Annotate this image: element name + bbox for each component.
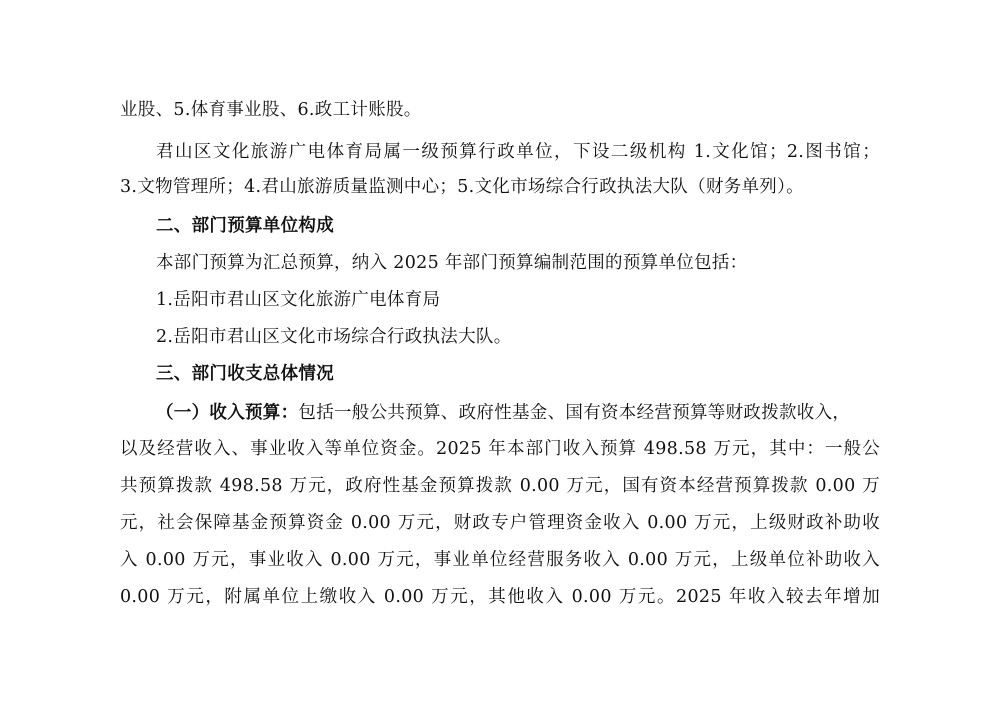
list-item: 2.岳阳市君山区文化市场综合行政执法大队。: [156, 327, 512, 347]
paragraph-line: 3.文物管理所；4.君山旅游质量监测中心；5.文化市场综合行政执法大队（财务单列）。: [120, 177, 804, 197]
section-heading-income-expenditure: 三、部门收支总体情况: [156, 364, 334, 384]
paragraph-line: 以及经营收入、事业收入等单位资金。2025 年本部门收入预算 498.58 万元，其中：一般公: [120, 439, 880, 459]
section-heading-unit-composition: 二、部门预算单位构成: [156, 216, 334, 236]
paragraph-line: 0.00 万元，附属单位上缴收入 0.00 万元，其他收入 0.00 万元。2025 年收入较去年增加: [120, 587, 880, 607]
paragraph-line: 共预算拨款 498.58 万元，政府性基金预算拨款 0.00 万元，国有资本经营预算拨款 0.00 万: [120, 476, 880, 496]
subheading-income-budget: （一）收入预算：: [156, 403, 299, 423]
list-item: 1.岳阳市君山区文化旅游广电体育局: [156, 290, 441, 310]
paragraph-line: 本部门预算为汇总预算，纳入 2025 年部门预算编制范围的预算单位包括：: [156, 253, 748, 273]
paragraph-line: 业股、5.体育事业股、6.政工计账股。: [120, 100, 422, 120]
paragraph-line: [156, 401, 880, 425]
paragraph-line: 君山区文化旅游广电体育局属一级预算行政单位，下设二级机构 1.文化馆；2.图书馆；: [156, 142, 880, 162]
paragraph-line: 元，社会保障基金预算资金 0.00 万元，财政专户管理资金收入 0.00 万元，上级财政补助收: [120, 513, 880, 533]
paragraph-line: 入 0.00 万元，事业收入 0.00 万元，事业单位经营服务收入 0.00 万元，上级单位补助收入: [120, 550, 880, 570]
paragraph-text: 包括一般公共预算、政府性基金、国有资本经营预算等财政拨款收入，: [298, 403, 851, 423]
